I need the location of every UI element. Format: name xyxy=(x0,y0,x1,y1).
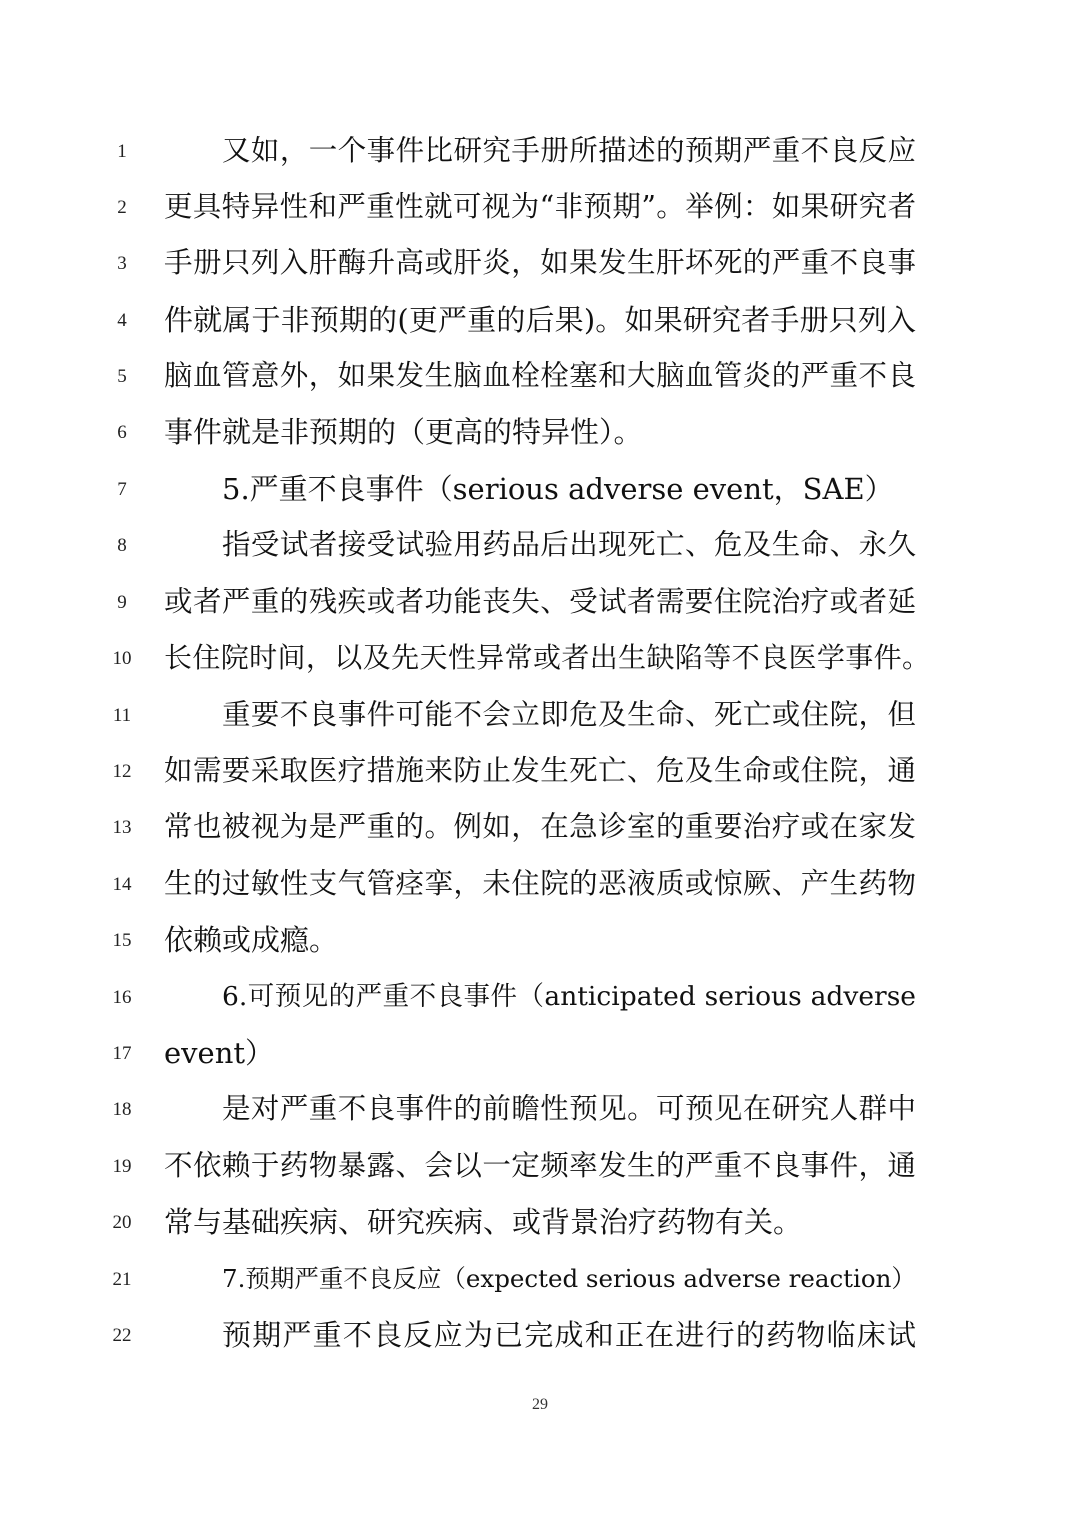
text-line xyxy=(0,181,1080,237)
line-number: 2 xyxy=(117,197,127,218)
line-text: 常也被视为是严重的。例如，在急诊室的重要治疗或在家发 xyxy=(164,810,916,843)
text-line xyxy=(0,294,1080,350)
line-number: 5 xyxy=(117,366,127,387)
section-heading-line xyxy=(0,1027,1080,1083)
line-number: 21 xyxy=(112,1269,132,1290)
text-line xyxy=(0,801,1080,857)
line-text: 常与基础疾病、研究疾病、或背景治疗药物有关。 xyxy=(164,1205,803,1239)
section-heading-line xyxy=(0,463,1080,519)
text-line xyxy=(0,914,1080,970)
section-heading: 7.预期严重不良反应（expected serious adverse reaction） xyxy=(222,1264,916,1293)
text-line xyxy=(0,1309,1080,1365)
text-line xyxy=(0,350,1080,406)
line-number: 12 xyxy=(112,761,132,782)
line-text: 事件就是非预期的（更高的特异性）。 xyxy=(164,415,643,449)
line-number: 18 xyxy=(112,1099,132,1120)
line-number: 16 xyxy=(112,987,132,1008)
text-line xyxy=(0,406,1080,462)
line-number: 22 xyxy=(112,1325,132,1346)
text-line xyxy=(0,576,1080,632)
line-number: 6 xyxy=(117,422,127,443)
line-text: 如需要采取医疗措施来防止发生死亡、危及生命或住院，通 xyxy=(164,754,916,787)
text-line xyxy=(0,519,1080,575)
line-text: 预期严重不良反应为已完成和正在进行的药物临床试 xyxy=(222,1318,916,1352)
section-heading-line xyxy=(0,1253,1080,1309)
section-heading: 5.严重不良事件（serious adverse event，SAE） xyxy=(222,472,894,506)
line-number: 19 xyxy=(112,1156,132,1177)
line-number: 9 xyxy=(117,592,127,613)
text-line xyxy=(0,858,1080,914)
line-text: 生的过敏性支气管痉挛，未住院的恶液质或惊厥、产生药物 xyxy=(164,867,916,900)
text-line xyxy=(0,1196,1080,1252)
section-heading-line xyxy=(0,971,1080,1027)
line-number: 7 xyxy=(117,479,127,500)
line-text: 是对严重不良事件的前瞻性预见。可预见在研究人群中 xyxy=(222,1092,916,1125)
line-number: 17 xyxy=(112,1043,132,1064)
text-line xyxy=(0,237,1080,293)
text-line xyxy=(0,125,1080,181)
line-text: 更具特异性和严重性就可视为“非预期”。举例：如果研究者 xyxy=(164,190,916,223)
line-number: 3 xyxy=(117,253,127,274)
line-number: 8 xyxy=(117,535,127,556)
line-number: 4 xyxy=(117,310,127,331)
text-line xyxy=(0,1140,1080,1196)
line-text: 或者严重的残疾或者功能丧失、受试者需要住院治疗或者延 xyxy=(164,585,916,618)
line-number: 13 xyxy=(112,817,132,838)
line-number: 14 xyxy=(112,874,132,895)
text-line xyxy=(0,632,1080,688)
line-text: 又如，一个事件比研究手册所描述的预期严重不良反应 xyxy=(222,134,916,167)
section-heading: 6.可预见的严重不良事件（anticipated serious adverse xyxy=(222,981,916,1012)
line-number: 15 xyxy=(112,930,132,951)
line-text: 不依赖于药物暴露、会以一定频率发生的严重不良事件，通 xyxy=(164,1149,916,1182)
line-text: 脑血管意外，如果发生脑血栓栓塞和大脑血管炎的严重不良 xyxy=(164,359,916,392)
page-number: 29 xyxy=(532,1396,548,1413)
section-heading-cont: event） xyxy=(164,1036,275,1070)
line-text: 长住院时间，以及先天性异常或者出生缺陷等不良医学事件。 xyxy=(164,641,930,674)
text-line xyxy=(0,689,1080,745)
line-text: 件就属于非预期的(更严重的后果)。如果研究者手册只列入 xyxy=(164,303,916,337)
line-text: 依赖或成瘾。 xyxy=(164,923,339,957)
text-line xyxy=(0,1083,1080,1139)
line-number: 10 xyxy=(112,648,132,669)
line-number: 11 xyxy=(112,705,132,726)
line-number: 20 xyxy=(112,1212,132,1233)
line-number: 1 xyxy=(117,141,127,162)
line-text: 重要不良事件可能不会立即危及生命、死亡或住院，但 xyxy=(222,698,916,731)
line-text: 手册只列入肝酶升高或肝炎，如果发生肝坏死的严重不良事 xyxy=(164,246,916,279)
line-text: 指受试者接受试验用药品后出现死亡、危及生命、永久 xyxy=(222,528,916,561)
text-line xyxy=(0,745,1080,801)
